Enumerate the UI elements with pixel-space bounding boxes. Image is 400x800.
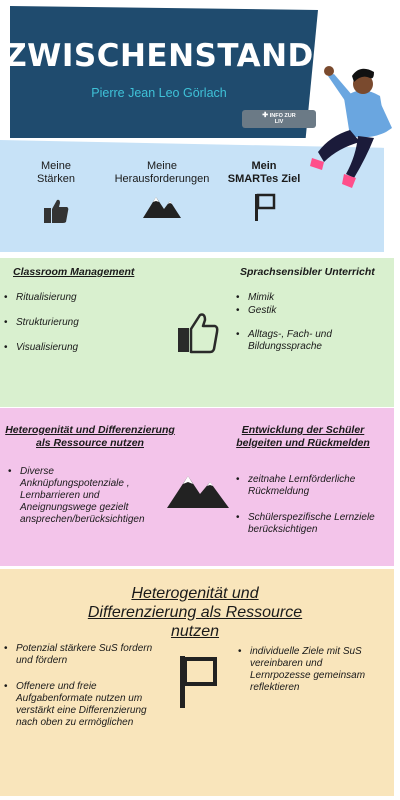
thumbs-up-icon xyxy=(41,196,71,226)
list-item: • Diverse Anknüpfungspotenziale , Lernbarrieren und Aneignungswege gezielt ansprechen/berücksichtigen xyxy=(20,466,160,526)
list-item: • Potenzial stärkere SuS fordern und fördern xyxy=(16,643,156,667)
thumbs-up-icon xyxy=(176,311,220,355)
nav-item-herausforderungen-line1: Meine xyxy=(147,160,177,172)
list-item: • Mimik xyxy=(248,292,274,304)
list-item: • individuelle Ziele mit SuS vereinbaren und Lernrpozesse gemeinsam reflektieren xyxy=(250,646,380,694)
info-button-label: INFO ZUR xyxy=(269,113,296,119)
mountain-icon xyxy=(142,192,182,220)
nav-item-staerken-line1: Meine xyxy=(41,160,71,172)
challenges-left-heading-line1: Heterogenität und Differenzierung xyxy=(5,424,175,436)
list-item: • zeitnahe Lernförderliche Rückmeldung xyxy=(248,474,378,498)
mountain-icon xyxy=(166,470,230,510)
nav-item-smartes-ziel-line1: Mein xyxy=(251,160,277,172)
strengths-right-heading: Sprachsensibler Unterricht xyxy=(240,266,375,278)
strengths-left-heading: Classroom Management xyxy=(13,266,135,278)
challenges-right-heading-line1: Entwicklung der Schüler xyxy=(241,424,365,436)
list-item: • Strukturierung xyxy=(16,317,79,329)
nav-item-staerken[interactable] xyxy=(28,160,84,230)
flag-icon xyxy=(251,192,277,222)
goal-heading xyxy=(60,584,330,641)
list-item: • Ritualisierung xyxy=(16,292,77,304)
nav-item-herausforderungen[interactable] xyxy=(106,160,218,224)
challenges-left-heading xyxy=(4,424,176,450)
challenges-right-heading-line2: belgeiten und Rückmelden xyxy=(236,437,370,449)
nav-item-smartes-ziel-line2: SMARTes Ziel xyxy=(227,173,301,185)
page-subtitle: Pierre Jean Leo Görlach xyxy=(91,86,227,100)
list-item: • Gestik xyxy=(248,305,276,317)
page-title: ZWISCHENSTAND xyxy=(4,38,314,74)
info-button-label-2: LIV xyxy=(274,119,284,125)
list-item: • Visualisierung xyxy=(16,342,78,354)
challenges-left-heading-line2: als Ressource nutzen xyxy=(36,437,144,449)
nav-item-staerken-line2: Stärken xyxy=(37,173,75,185)
goal-heading-line1: Heterogenität und xyxy=(131,585,259,602)
goal-heading-line2: Differenzierung als Ressource xyxy=(87,604,303,621)
plus-icon: ✚ xyxy=(262,112,269,119)
nav-item-herausforderungen-line2: Herausforderungen xyxy=(114,173,210,185)
nav-item-smartes-ziel[interactable] xyxy=(226,160,302,226)
person-illustration-icon xyxy=(300,58,400,208)
list-item: • Alltags-, Fach- und Bildungssprache xyxy=(248,329,368,353)
challenges-right-heading xyxy=(228,424,378,450)
goal-heading-line3: nutzen xyxy=(170,623,220,640)
list-item: • Schülerspezifische Lernziele berücksichtigen xyxy=(248,512,388,536)
list-item: • Offenere und freie Aufgabenformate nutzen um verstärkt eine Differenzierung nach oben zu ermöglichen xyxy=(16,681,156,729)
flag-icon xyxy=(176,654,220,710)
